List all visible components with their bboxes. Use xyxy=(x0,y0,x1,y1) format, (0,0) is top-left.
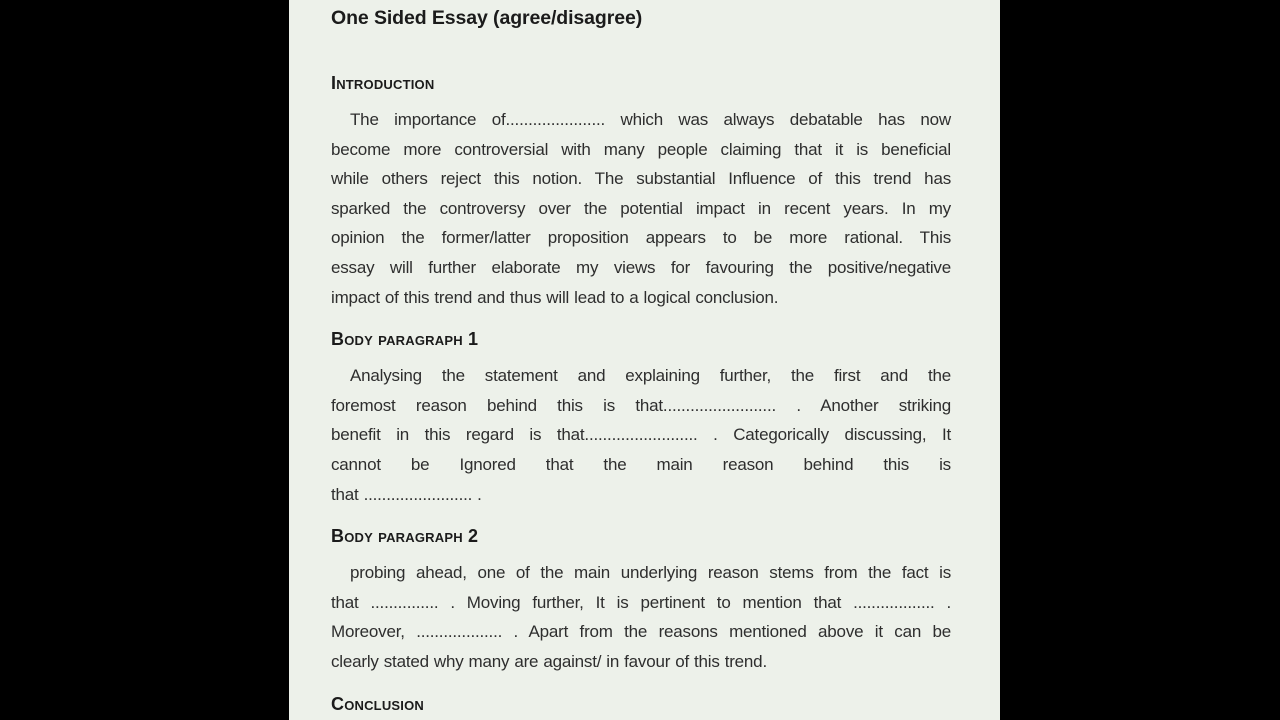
left-letterbox xyxy=(0,0,289,720)
section-heading: Introduction xyxy=(331,73,435,93)
document-page xyxy=(289,0,1000,720)
paragraph-line: benefit in this regard is that......................... . Categorically discussing, It xyxy=(331,425,951,445)
section-heading: Body paragraph 1 xyxy=(331,329,479,350)
section-paragraph xyxy=(331,361,951,509)
section-paragraph xyxy=(331,558,951,676)
paragraph-line: while others reject this notion. The substantial Influence of this trend has xyxy=(331,169,951,189)
document-sections xyxy=(331,72,951,715)
section-heading: Body paragraph 2 xyxy=(331,526,479,547)
document-title: One Sided Essay (agree/disagree) xyxy=(331,7,643,29)
paragraph-line: Moreover, ................... . Apart from the reasons mentioned above it can be xyxy=(331,622,951,642)
paragraph-line: clearly stated why many are against/ in favour of this trend. xyxy=(331,651,767,671)
paragraph-line: Analysing the statement and explaining further, the first and the xyxy=(350,366,951,386)
paragraph-line: essay will further elaborate my views for favouring the positive/negative xyxy=(331,257,951,277)
paragraph-line: become more controversial with many people claiming that it is beneficial xyxy=(331,139,951,159)
paragraph-line: that ........................ . xyxy=(331,484,482,504)
paragraph-line: sparked the controversy over the potential impact in recent years. In my xyxy=(331,198,951,218)
essay-section xyxy=(331,693,951,715)
paragraph-line: cannot be Ignored that the main reason behind this is xyxy=(331,454,951,474)
section-paragraph xyxy=(331,105,951,312)
essay-section xyxy=(331,328,951,509)
essay-section xyxy=(331,525,951,676)
essay-section xyxy=(331,72,951,312)
paragraph-line: opinion the former/latter proposition appears to be more rational. This xyxy=(331,228,951,248)
right-letterbox xyxy=(1000,0,1280,720)
paragraph-line: impact of this trend and thus will lead to a logical conclusion. xyxy=(331,287,779,307)
paragraph-line: The importance of...................... which was always debatable has now xyxy=(350,110,951,129)
paragraph-line: foremost reason behind this is that......................... . Another striking xyxy=(331,395,951,415)
paragraph-line: probing ahead, one of the main underlying reason stems from the fact is xyxy=(350,563,951,583)
section-heading: Conclusion xyxy=(331,693,424,714)
paragraph-line: that ............... . Moving further, It is pertinent to mention that .................. . xyxy=(331,592,951,612)
